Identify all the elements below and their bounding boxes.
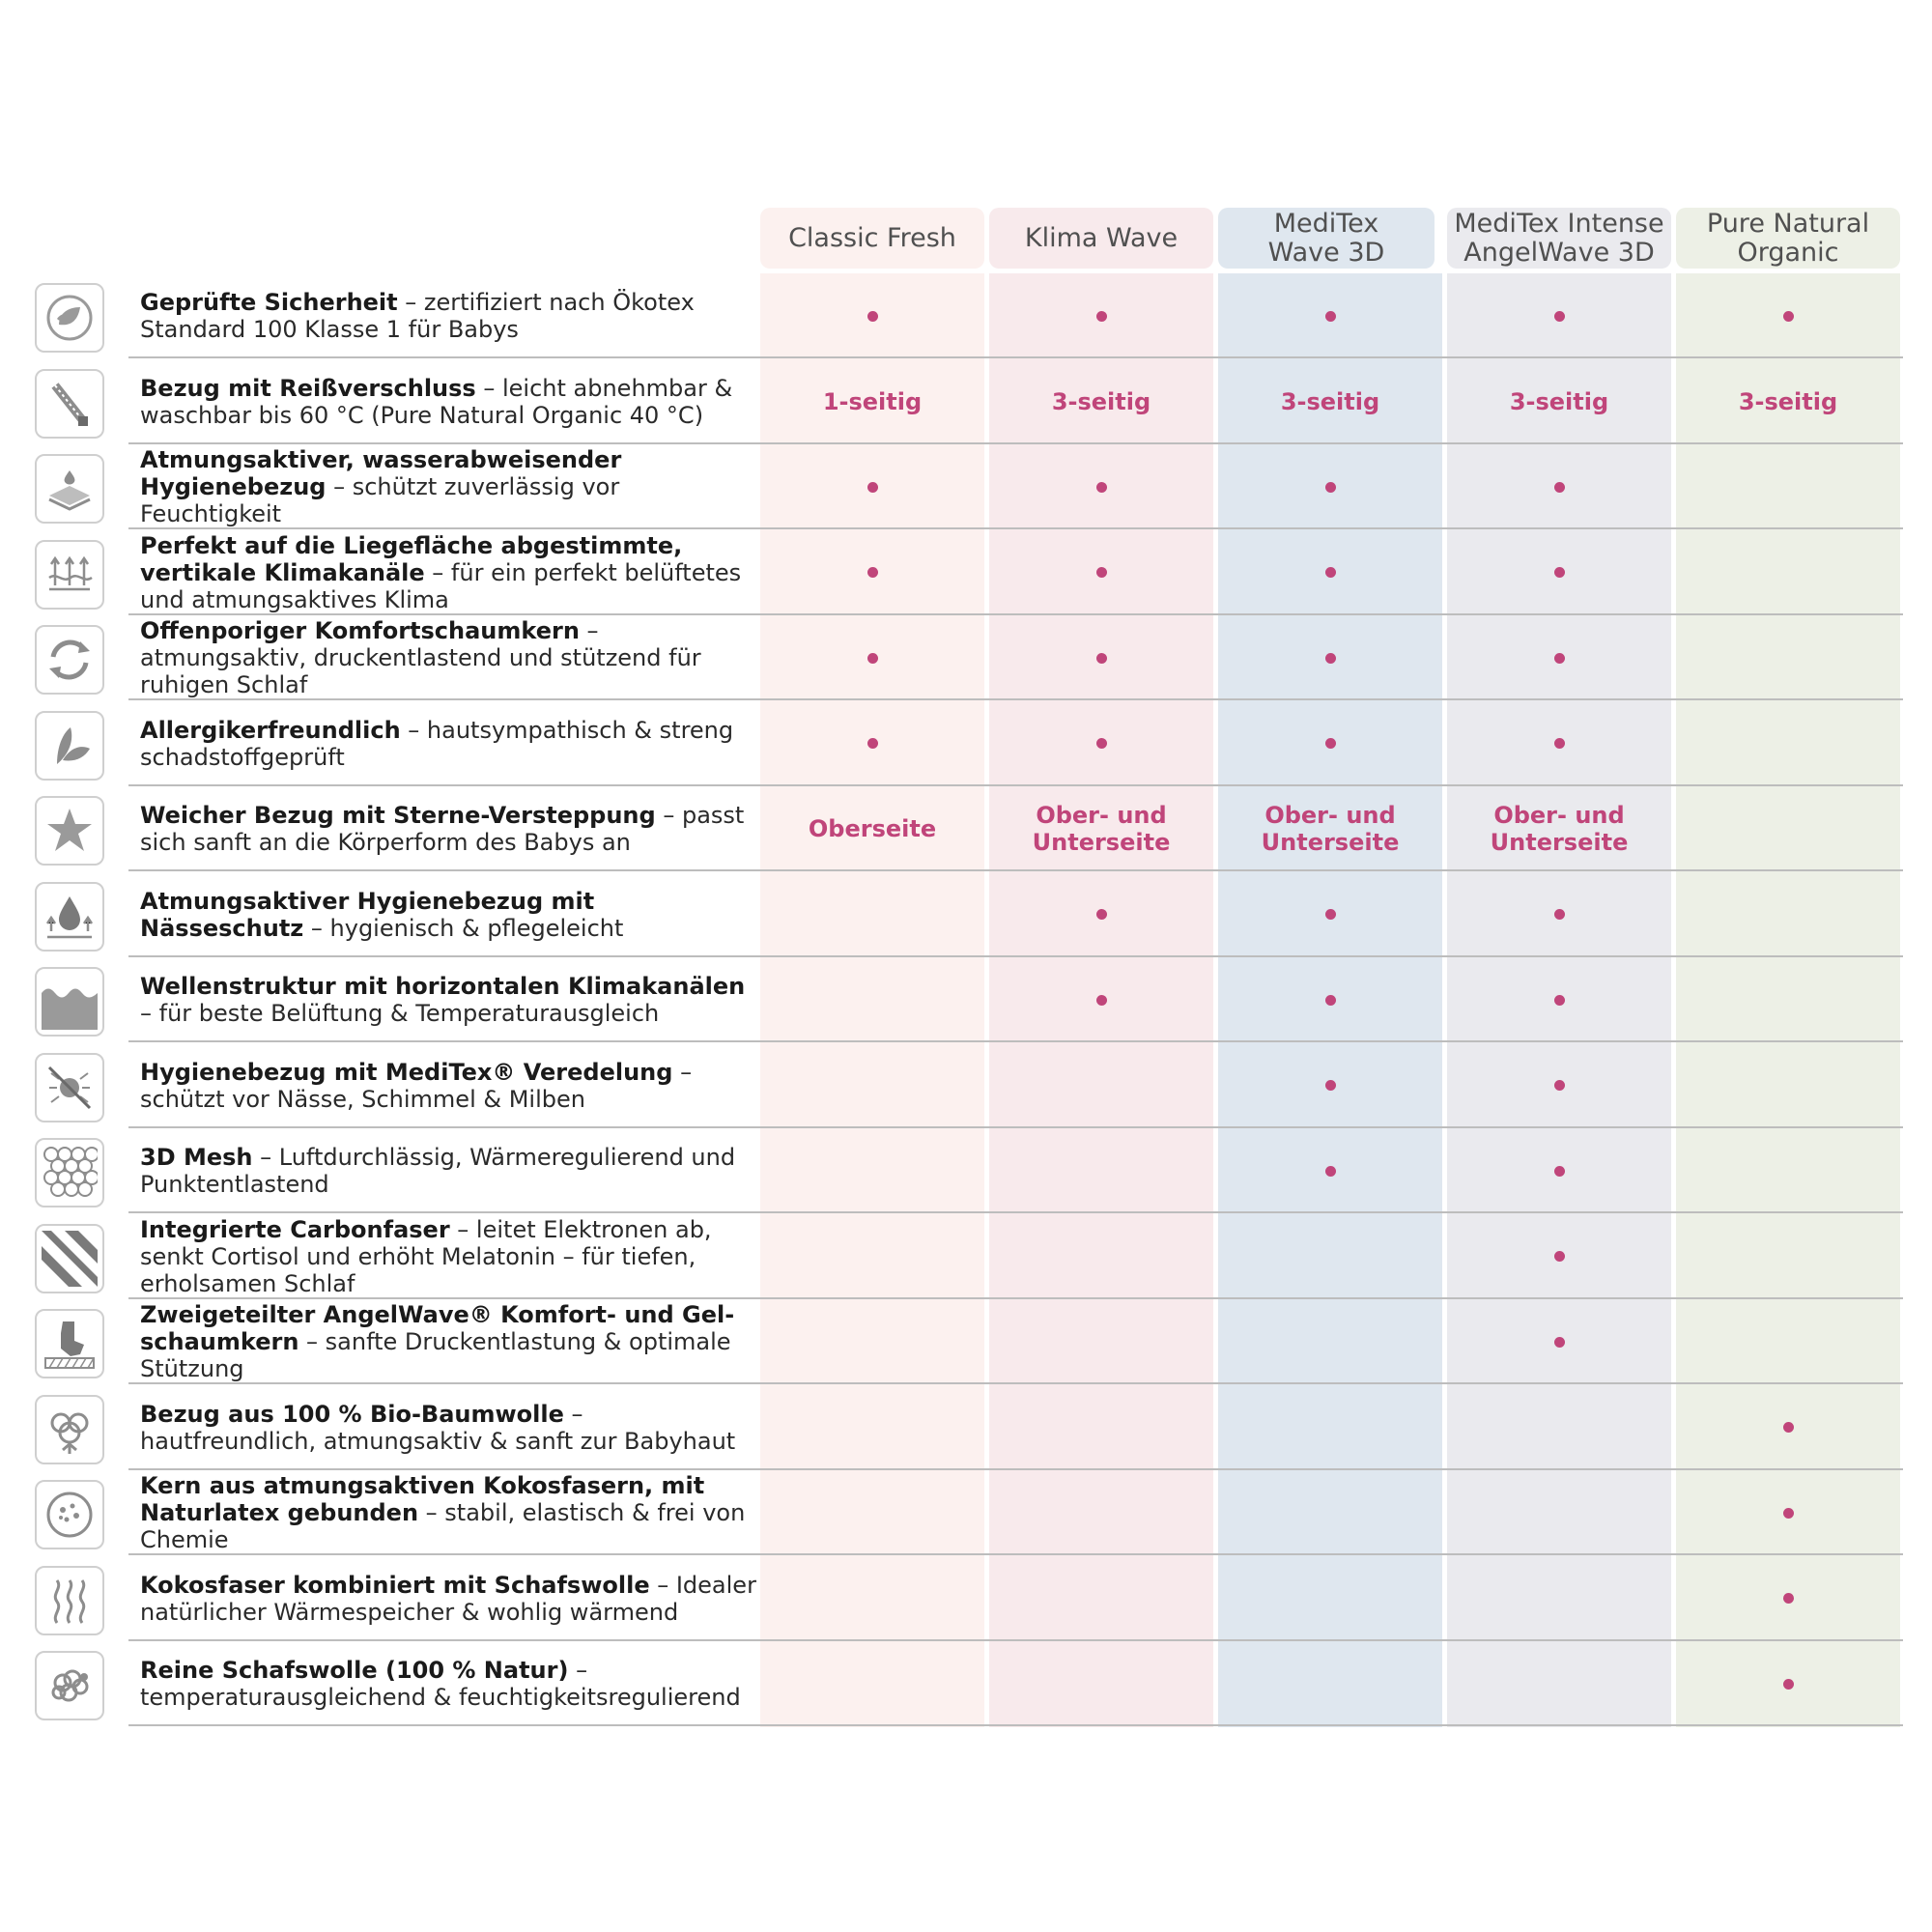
feature-description	[140, 359, 758, 444]
cell-classic-fresh	[760, 1043, 984, 1128]
feature-included-dot	[1554, 1337, 1565, 1348]
feature-description	[140, 1299, 758, 1384]
cell-classic-fresh	[760, 701, 984, 786]
feature-included-dot	[1554, 1080, 1565, 1091]
column-header-meditex-intense-angelwave-3d: MediTex Intense AngelWave 3D	[1447, 208, 1671, 269]
cell-pure-natural-organic	[1676, 872, 1900, 957]
leaves-icon	[35, 711, 104, 781]
cell-meditex-wave-3d	[1218, 1556, 1442, 1641]
cell-classic-fresh	[760, 530, 984, 615]
feature-text: – stabil, elastisch & frei von Chemie	[140, 1499, 746, 1553]
cell-meditex-wave-3d: 3-seitig	[1280, 387, 1380, 415]
feature-included-dot	[1096, 738, 1107, 749]
feature-title: Bezug aus 100 % Bio-Baumwolle	[140, 1400, 564, 1428]
cell-klima-wave	[989, 872, 1213, 957]
cell-meditex-wave-3d: Ober- und Unterseite	[1261, 802, 1400, 856]
feature-included-dot	[1325, 482, 1336, 493]
cell-meditex-intense-angelwave-3d	[1447, 1214, 1671, 1299]
cell-meditex-intense-angelwave-3d: Ober- und Unterseite	[1490, 802, 1629, 856]
cell-meditex-wave-3d	[1218, 1128, 1442, 1213]
cell-meditex-wave-3d	[1218, 1385, 1442, 1470]
feature-included-dot	[1096, 311, 1107, 322]
cell-meditex-wave-3d	[1218, 273, 1442, 358]
feature-included-dot	[1096, 909, 1107, 920]
feature-text: – Luftdurchlässig, Wärmeregulierend und Punktentlastend	[140, 1144, 736, 1198]
cell-klima-wave: Ober- und Unterseite	[1032, 802, 1171, 856]
feature-title: Perfekt auf die Liegefläche abgestimmte, vertikale Klimakanäle	[140, 531, 683, 586]
cell-pure-natural-organic: 3-seitig	[1738, 387, 1838, 415]
feature-text: – schützt zuverlässig vor Feuchtigkeit	[140, 473, 620, 527]
cell-meditex-wave-3d	[1218, 872, 1442, 957]
cell-meditex-intense-angelwave-3d	[1447, 444, 1671, 529]
feature-description	[140, 786, 758, 871]
feature-text: – für ein perfekt belüftetes und atmungsaktives Klima	[140, 558, 742, 613]
cell-pure-natural-organic	[1676, 1043, 1900, 1128]
cell-classic-fresh	[760, 1556, 984, 1641]
feature-included-dot	[1096, 653, 1107, 664]
cell-pure-natural-organic	[1676, 1214, 1900, 1299]
cell-meditex-intense-angelwave-3d	[1447, 1043, 1671, 1128]
feature-included-dot	[1554, 909, 1565, 920]
climate-channels-icon	[35, 540, 104, 610]
feature-text: – für beste Belüftung & Temperaturausgleich	[140, 1000, 660, 1027]
feature-title: Zweigeteilter AngelWave® Komfort- und Gel-schaumkern	[140, 1301, 735, 1355]
cell-classic-fresh	[760, 444, 984, 529]
feature-included-dot	[1783, 1593, 1794, 1604]
cell-pure-natural-organic	[1676, 786, 1900, 871]
feature-description	[140, 872, 758, 957]
cell-klima-wave	[989, 701, 1213, 786]
cell-classic-fresh	[760, 872, 984, 957]
sheep-icon	[35, 1651, 104, 1720]
feature-title: Reine Schafswolle (100 % Natur)	[140, 1657, 569, 1684]
feature-included-dot	[1325, 738, 1336, 749]
feature-text: – schützt vor Nässe, Schimmel & Milben	[140, 1058, 693, 1113]
table-row	[0, 530, 1932, 615]
feature-included-dot	[1554, 1166, 1565, 1177]
column-header-meditex-wave-3d: MediTex Wave 3D	[1218, 208, 1435, 269]
feature-description	[140, 701, 758, 786]
water-drop-icon	[35, 882, 104, 952]
circular-arrows-icon	[35, 625, 104, 695]
feature-included-dot	[1325, 1080, 1336, 1091]
cell-meditex-intense-angelwave-3d	[1447, 701, 1671, 786]
table-row	[0, 1556, 1932, 1641]
cell-klima-wave	[989, 1470, 1213, 1555]
feature-description	[140, 1385, 758, 1470]
feature-included-dot	[1554, 1251, 1565, 1262]
cell-meditex-wave-3d	[1218, 701, 1442, 786]
feature-text: – temperaturausgleichend & feuchtigkeitsregulierend	[140, 1657, 741, 1711]
feature-included-dot	[1325, 909, 1336, 920]
cell-meditex-intense-angelwave-3d	[1447, 872, 1671, 957]
feature-title: 3D Mesh	[140, 1144, 253, 1171]
feature-included-dot	[867, 482, 878, 493]
cell-classic-fresh	[760, 1385, 984, 1470]
feature-description	[140, 1470, 758, 1555]
star-icon	[35, 796, 104, 866]
feature-included-dot	[1783, 1679, 1794, 1690]
leaf-shield-icon	[35, 283, 104, 353]
table-row	[0, 872, 1932, 957]
feature-included-dot	[1325, 995, 1336, 1006]
hand-press-icon	[35, 1309, 104, 1378]
warmth-waves-icon	[35, 1566, 104, 1635]
cell-meditex-intense-angelwave-3d	[1447, 530, 1671, 615]
feature-included-dot	[1783, 1422, 1794, 1433]
cell-pure-natural-organic	[1676, 615, 1900, 700]
cell-klima-wave	[989, 1299, 1213, 1384]
cell-klima-wave	[989, 530, 1213, 615]
feature-included-dot	[867, 567, 878, 578]
cell-meditex-intense-angelwave-3d	[1447, 1470, 1671, 1555]
feature-description	[140, 273, 758, 358]
cell-klima-wave	[989, 957, 1213, 1042]
feature-title: Bezug mit Reißverschluss	[140, 374, 476, 402]
feature-text: – passt sich sanft an die Körperform des Babys an	[140, 802, 745, 856]
feature-title: Geprüfte Sicherheit	[140, 289, 398, 316]
cell-meditex-wave-3d	[1218, 1043, 1442, 1128]
cell-pure-natural-organic	[1676, 444, 1900, 529]
water-repellent-layer-icon	[35, 454, 104, 524]
feature-description	[140, 615, 758, 700]
no-mites-icon	[35, 1053, 104, 1122]
cell-pure-natural-organic	[1676, 1470, 1900, 1555]
feature-text: – leicht abnehmbar & waschbar bis 60 °C (Pure Natural Organic 40 °C)	[140, 374, 733, 429]
cell-meditex-wave-3d	[1218, 530, 1442, 615]
feature-title: Weicher Bezug mit Sterne-Versteppung	[140, 802, 656, 829]
cell-meditex-intense-angelwave-3d	[1447, 957, 1671, 1042]
table-row	[0, 1043, 1932, 1128]
cell-pure-natural-organic	[1676, 701, 1900, 786]
feature-title: Atmungsaktiver, wasserabweisender Hygienebezug	[140, 446, 622, 500]
cell-klima-wave: 3-seitig	[1051, 387, 1151, 415]
cell-meditex-intense-angelwave-3d	[1447, 1385, 1671, 1470]
column-header-pure-natural-organic: Pure Natural Organic	[1676, 208, 1900, 269]
feature-included-dot	[1554, 482, 1565, 493]
mesh-icon	[35, 1138, 104, 1208]
feature-text: – hygienisch & pflegeleicht	[303, 914, 624, 942]
feature-title: Kokosfaser kombiniert mit Schafswolle	[140, 1571, 650, 1599]
feature-description	[140, 444, 758, 529]
cell-pure-natural-organic	[1676, 1385, 1900, 1470]
wave-structure-icon	[35, 967, 104, 1037]
table-row	[0, 1385, 1932, 1470]
cell-meditex-intense-angelwave-3d	[1447, 1556, 1671, 1641]
feature-title: Wellenstruktur mit horizontalen Klimakanälen	[140, 973, 746, 1000]
cell-classic-fresh	[760, 1214, 984, 1299]
cell-pure-natural-organic	[1676, 1556, 1900, 1641]
cell-classic-fresh	[760, 1470, 984, 1555]
feature-description	[140, 530, 758, 615]
feature-description	[140, 1214, 758, 1299]
feature-text: – hautfreundlich, atmungsaktiv & sanft zur Babyhaut	[140, 1400, 736, 1455]
cell-classic-fresh	[760, 273, 984, 358]
cell-classic-fresh	[760, 615, 984, 700]
cell-klima-wave	[989, 444, 1213, 529]
feature-description	[140, 1128, 758, 1213]
table-row	[0, 444, 1932, 529]
cell-meditex-intense-angelwave-3d	[1447, 1128, 1671, 1213]
cell-pure-natural-organic	[1676, 530, 1900, 615]
table-row	[0, 615, 1932, 700]
feature-included-dot	[1325, 653, 1336, 664]
table-row	[0, 1214, 1932, 1299]
feature-included-dot	[1554, 738, 1565, 749]
feature-included-dot	[1096, 482, 1107, 493]
table-row	[0, 1299, 1932, 1384]
column-header-classic-fresh: Classic Fresh	[760, 208, 984, 269]
feature-title: Kern aus atmungsaktiven Kokosfasern, mit Naturlatex gebunden	[140, 1472, 705, 1526]
feature-included-dot	[1096, 995, 1107, 1006]
cell-classic-fresh: Oberseite	[808, 815, 937, 842]
feature-included-dot	[1325, 567, 1336, 578]
cell-pure-natural-organic	[1676, 957, 1900, 1042]
feature-included-dot	[1325, 311, 1336, 322]
cotton-icon	[35, 1395, 104, 1464]
coconut-fiber-icon	[35, 1480, 104, 1549]
cell-meditex-wave-3d	[1218, 1470, 1442, 1555]
cell-meditex-wave-3d	[1218, 444, 1442, 529]
cell-meditex-wave-3d	[1218, 1641, 1442, 1726]
feature-text: – atmungsaktiv, druckentlastend und stützend für ruhigen Schlaf	[140, 617, 701, 698]
feature-text: – sanfte Druckentlastung & optimale Stützung	[140, 1328, 731, 1382]
cell-classic-fresh	[760, 1128, 984, 1213]
row-divider	[128, 1724, 1903, 1726]
feature-included-dot	[867, 653, 878, 664]
feature-text: – Idealer natürlicher Wärmespeicher & wohlig wärmend	[140, 1571, 756, 1626]
cell-klima-wave	[989, 1385, 1213, 1470]
cell-pure-natural-organic	[1676, 1128, 1900, 1213]
cell-klima-wave	[989, 1214, 1213, 1299]
feature-text: – hautsympathisch & streng schadstoffgeprüft	[140, 716, 734, 771]
feature-included-dot	[1783, 1508, 1794, 1519]
cell-meditex-intense-angelwave-3d: 3-seitig	[1509, 387, 1609, 415]
feature-title: Allergikerfreundlich	[140, 716, 401, 744]
feature-description	[140, 1641, 758, 1726]
column-header-klima-wave: Klima Wave	[989, 208, 1213, 269]
feature-included-dot	[1554, 567, 1565, 578]
cell-meditex-intense-angelwave-3d	[1447, 1641, 1671, 1726]
feature-included-dot	[1554, 653, 1565, 664]
feature-title: Integrierte Carbonfaser	[140, 1215, 450, 1243]
cell-klima-wave	[989, 1641, 1213, 1726]
cell-meditex-wave-3d	[1218, 1299, 1442, 1384]
cell-pure-natural-organic	[1676, 1299, 1900, 1384]
cell-meditex-intense-angelwave-3d	[1447, 273, 1671, 358]
cell-classic-fresh	[760, 1641, 984, 1726]
cell-klima-wave	[989, 273, 1213, 358]
table-row	[0, 786, 1932, 871]
table-row	[0, 359, 1932, 444]
table-row	[0, 273, 1932, 358]
cell-classic-fresh	[760, 1299, 984, 1384]
feature-title: Atmungsaktiver Hygienebezug mit Nässeschutz	[140, 887, 595, 942]
feature-included-dot	[867, 311, 878, 322]
feature-description	[140, 1556, 758, 1641]
cell-pure-natural-organic	[1676, 1641, 1900, 1726]
cell-meditex-wave-3d	[1218, 957, 1442, 1042]
cell-meditex-intense-angelwave-3d	[1447, 1299, 1671, 1384]
feature-included-dot	[1096, 567, 1107, 578]
feature-text: – zertifiziert nach Ökotex Standard 100 Klasse 1 für Babys	[140, 289, 695, 343]
cell-meditex-wave-3d	[1218, 615, 1442, 700]
table-row	[0, 1470, 1932, 1555]
table-row	[0, 701, 1932, 786]
zipper-icon	[35, 369, 104, 439]
cell-klima-wave	[989, 1556, 1213, 1641]
feature-title: Offenporiger Komfortschaumkern	[140, 617, 580, 644]
carbon-stripes-icon	[35, 1224, 104, 1293]
cell-klima-wave	[989, 1128, 1213, 1213]
cell-klima-wave	[989, 615, 1213, 700]
cell-classic-fresh	[760, 957, 984, 1042]
feature-included-dot	[1554, 311, 1565, 322]
cell-classic-fresh: 1-seitig	[822, 387, 923, 415]
table-row	[0, 957, 1932, 1042]
feature-text: – leitet Elektronen ab, senkt Cortisol und erhöht Melatonin – für tiefen, erholsamen Schlaf	[140, 1215, 712, 1297]
feature-included-dot	[1554, 995, 1565, 1006]
feature-description	[140, 957, 758, 1042]
cell-pure-natural-organic	[1676, 273, 1900, 358]
feature-title: Hygienebezug mit MediTex® Veredelung	[140, 1058, 673, 1086]
cell-klima-wave	[989, 1043, 1213, 1128]
feature-description	[140, 1043, 758, 1128]
feature-included-dot	[867, 738, 878, 749]
feature-included-dot	[1325, 1166, 1336, 1177]
cell-meditex-intense-angelwave-3d	[1447, 615, 1671, 700]
cell-meditex-wave-3d	[1218, 1214, 1442, 1299]
table-row	[0, 1641, 1932, 1726]
feature-included-dot	[1783, 311, 1794, 322]
table-row	[0, 1128, 1932, 1213]
